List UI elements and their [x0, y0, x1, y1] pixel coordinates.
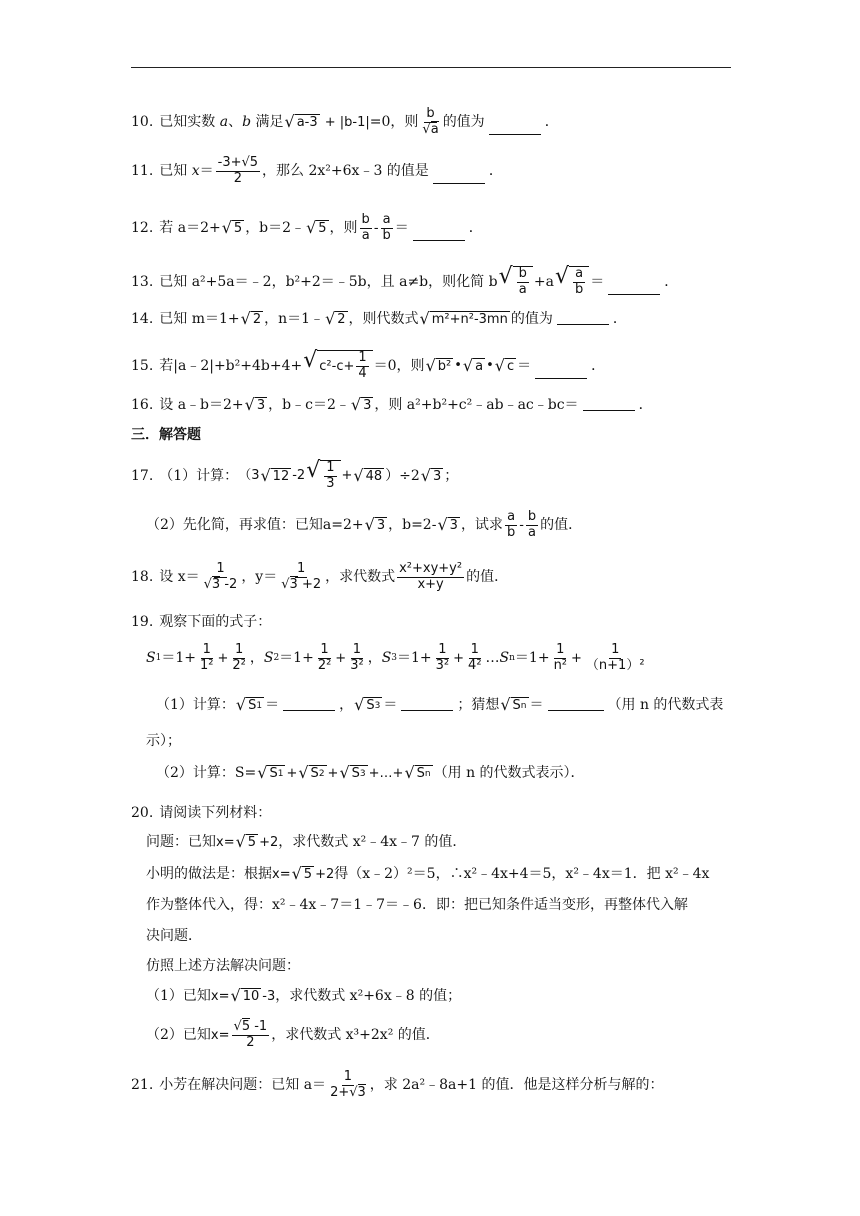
- fraction: $\frac{b}{√a}$: [422, 106, 439, 137]
- answer-blank[interactable]: [283, 709, 335, 711]
- question-19-series: S 1 ＝1+ $\frac{1}{\text{1²}}$ + $\frac{1}{\text{2²}}$ ， S 2 ＝1+ $\frac{1}{\text{2²}}$ + $\frac{1}{\text{3²}}$ ， S 3 ＝1+ $\frac{1}{\text{3²}}$ + $\frac{1}{\text{4²}}$ … S n ＝1+ $\frac{1}{\text{n²}}$ + $\frac{1}{\text{（n+1）²}}$: [146, 642, 645, 673]
- question-19-part1-wrap: 示）；: [146, 733, 181, 749]
- answer-blank[interactable]: [535, 377, 587, 379]
- question-18: 18. 设 x＝ $\frac{1}{√3 -2}$ ，y＝ $\frac{1}{√3 +2}$ ，求代数式 $\frac{\text{x²+xy+y²}}{x+y}$ 的值．: [131, 561, 509, 592]
- answer-blank[interactable]: [433, 182, 485, 184]
- question-20: 20. 请阅读下列材料：: [131, 805, 272, 821]
- question-20-method-3: 决问题．: [146, 928, 202, 944]
- question-11: 11. 已知 x ＝ $\frac{-3+√5}{2}$ ，那么 2x²+6x﹣3 的值是 ．: [131, 155, 503, 186]
- question-20-method-2: 作为整体代入，得：x²﹣4x﹣7＝1﹣7＝﹣6．即：把已知条件适当变形，再整体代入解: [146, 897, 688, 913]
- section-title: 三．解答题: [131, 427, 201, 443]
- answer-blank[interactable]: [557, 323, 609, 325]
- question-12: 12. 若 a＝2+ √ 5 ，b＝2﹣ √ 5 ，则 $\frac{b}{a}$ - $\frac{a}{b}$ ＝ ．: [131, 212, 483, 243]
- question-20-imitate: 仿照上述方法解决问题：: [146, 958, 300, 974]
- question-16: 16. 设 a﹣b＝2+ √ 3 ，b﹣c＝2﹣ √ 3 ，则 a²+b²+c²﹣ab﹣ac﹣bc＝ ．: [131, 395, 653, 415]
- question-20-problem: 问题：已知 x= √ 5 +2 ，求代数式 x²﹣4x﹣7 的值．: [146, 832, 467, 852]
- question-20-part1: （1）已知 x= √ 10 -3 ，求代数式 x²+6x﹣8 的值；: [146, 986, 462, 1006]
- question-20-part2: （2）已知 x= $\frac{√5 -1}{2}$ ，求代数式 x³+2x² 的值．: [146, 1019, 440, 1050]
- question-20-method: 小明的做法是：根据 x= √ 5 +2 得（x﹣2）²＝5，∴x²﹣4x+4＝5，x²﹣4x＝1．把 x²﹣4x: [146, 864, 710, 884]
- answer-blank[interactable]: [548, 709, 604, 711]
- question-13: 13. 已知 a²+5a＝﹣2，b²+2＝﹣5b，且 a≠b，则化简 b √ $\frac{b}{a}$ +a √ $\frac{a}{b}$ ＝ ．: [131, 264, 679, 297]
- fraction: $\frac{-3+√5}{2}$: [217, 155, 259, 186]
- question-19-part1: （1）计算： √ S 1 ＝ ， √ S 3 ＝ ；猜想 √ S n ＝ （用 n 的代数式表: [156, 695, 724, 715]
- question-19: 19. 观察下面的式子：: [131, 614, 272, 630]
- sqrt-expression: √ a-3: [284, 112, 318, 132]
- question-17-part2: （2）先化简，再求值：已知a=2+ √ 3 ，b=2- √ 3 ，试求 $\frac{a}{b}$ - $\frac{b}{a}$ 的值．: [146, 509, 583, 540]
- answer-blank[interactable]: [583, 409, 635, 411]
- answer-blank[interactable]: [608, 293, 660, 295]
- question-17-part1: 17. （1）计算： （3 √ 12 -2 √ $\frac{1}{3}$ + √ 48 ）÷2 √ 3 ；: [131, 458, 459, 491]
- question-10: 10. 已知实数 a 、 b 满足 √ a-3 + |b-1| =0，则 $\frac{b}{√a}$ 的值为 ．: [131, 106, 559, 137]
- question-14: 14. 已知 m＝1+ √ 2 ，n＝1﹣ √ 2 ，则代数式 √ m²+n²-3mn 的值为 ．: [131, 309, 627, 329]
- answer-blank[interactable]: [401, 709, 453, 711]
- header-rule: [131, 67, 731, 68]
- answer-blank[interactable]: [413, 239, 465, 241]
- question-21: 21. 小芳在解决问题：已知 a＝ $\frac{1}{2+√3}$ ，求 2a²﹣8a+1 的值．他是这样分析与解的：: [131, 1069, 664, 1100]
- question-19-part2: （2）计算：S= √ S 1 + √ S 2 + √ S 3 +…+ √ S n （用 n 的代数式表示）．: [156, 763, 585, 783]
- answer-blank[interactable]: [489, 133, 541, 135]
- question-15: 15. 若|a﹣2|+b²+4b+4+ √ c²-c+ $\frac{1}{4}$ ＝0，则 √ b² • √ a • √ c ＝ ．: [131, 348, 606, 381]
